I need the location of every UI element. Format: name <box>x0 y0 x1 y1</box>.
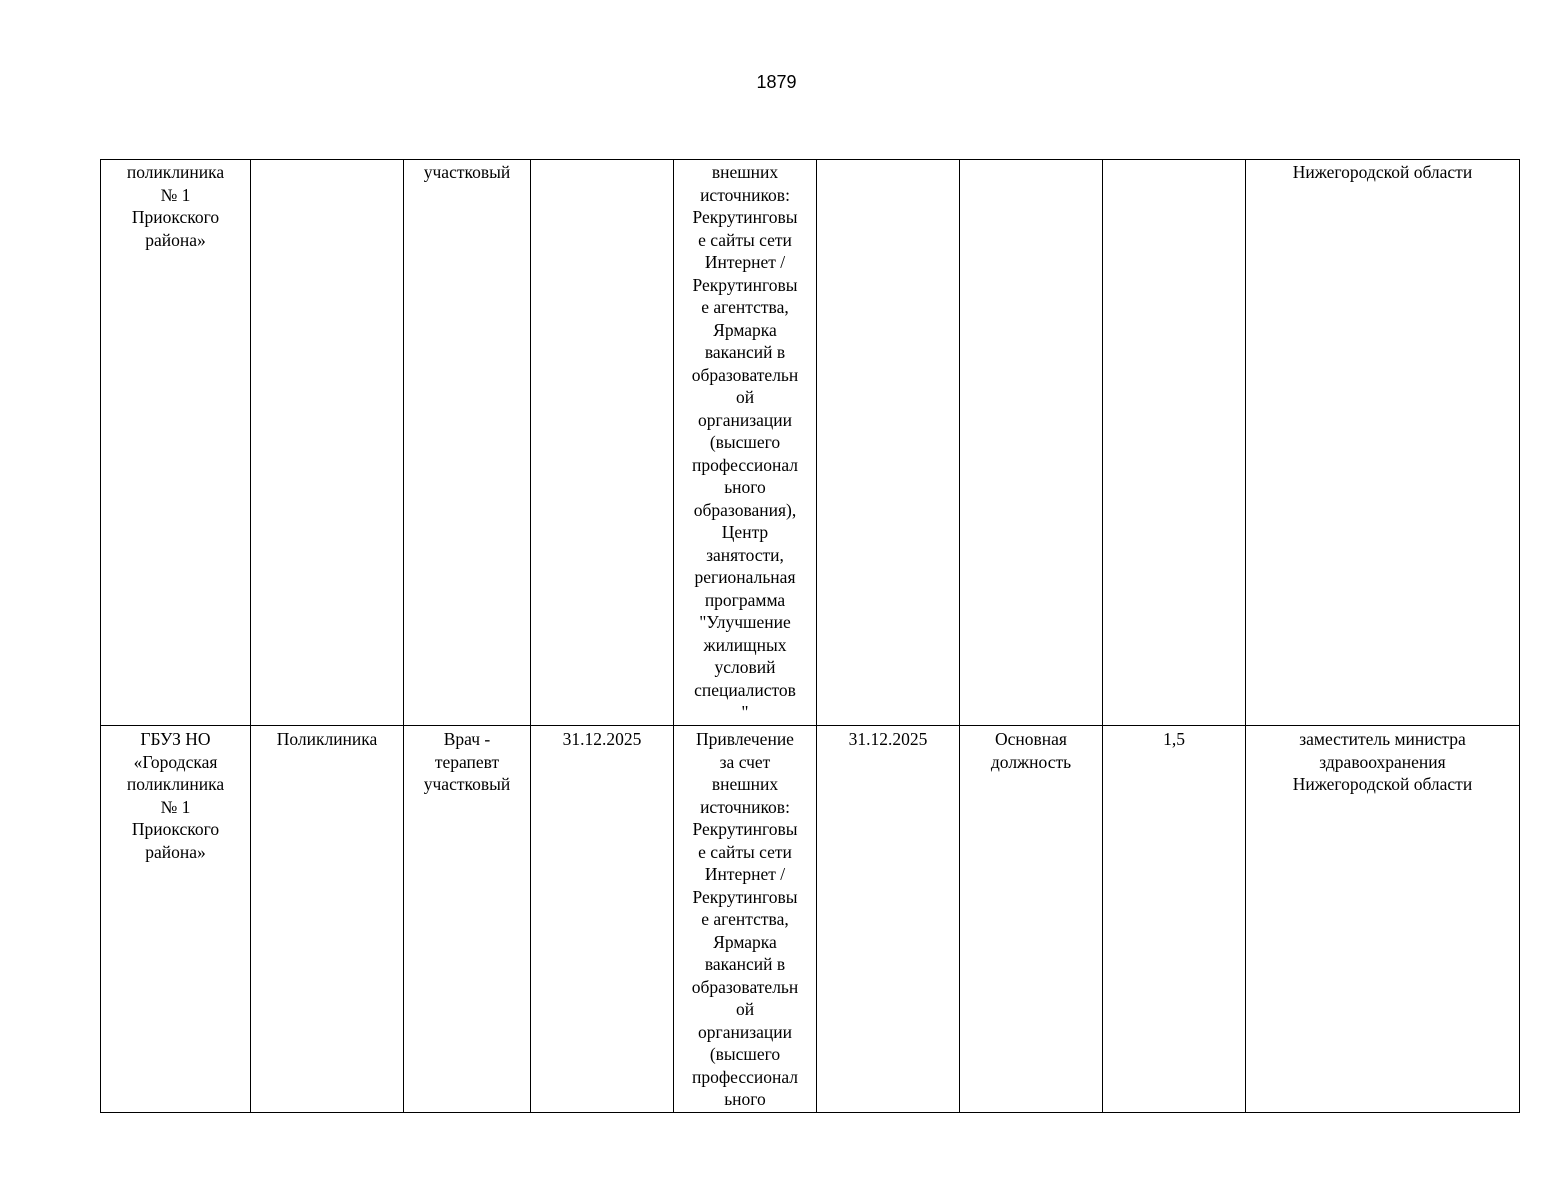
cell-measure: внешних источников: Рекрутинговы е сайты сети Интернет / Рекрутинговы е агентства, Ярмарка вакансий в образовательн ой организации (высшего профессионал ьного образования), Центр занятости, региональная программа "Улучшение жилищных условий специалистов " <box>674 160 817 726</box>
cell-measure: Привлечение за счет внешних источников: Рекрутинговы е сайты сети Интернет / Рекрутинговы е агентства, Ярмарка вакансий в образовательн ой организации (высшего профессионал ьного <box>674 726 817 1113</box>
cell-organization: поликлиника № 1 Приокского района» <box>101 160 251 726</box>
cell-department: Поликлиника <box>251 726 404 1113</box>
cell-deadline <box>817 160 960 726</box>
vacancy-table <box>100 159 1520 1113</box>
cell-position-type <box>960 160 1103 726</box>
cell-department <box>251 160 404 726</box>
table-row <box>101 726 1520 1113</box>
cell-date: 31.12.2025 <box>531 726 674 1113</box>
cell-organization: ГБУЗ НО «Городская поликлиника № 1 Приокского района» <box>101 726 251 1113</box>
cell-responsible: Нижегородской области <box>1246 160 1520 726</box>
cell-rate: 1,5 <box>1103 726 1246 1113</box>
cell-rate <box>1103 160 1246 726</box>
cell-date <box>531 160 674 726</box>
table-row <box>101 160 1520 726</box>
cell-deadline: 31.12.2025 <box>817 726 960 1113</box>
page-number: 1879 <box>756 72 797 92</box>
cell-position-type: Основная должность <box>960 726 1103 1113</box>
cell-position: Врач - терапевт участковый <box>404 726 531 1113</box>
cell-responsible: заместитель министра здравоохранения Нижегородской области <box>1246 726 1520 1113</box>
cell-position: участковый <box>404 160 531 726</box>
